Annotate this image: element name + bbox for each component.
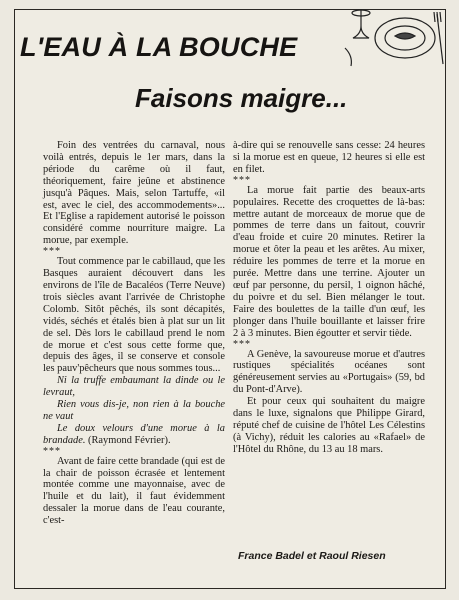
quote-author: (Raymond Février). (85, 434, 171, 446)
paragraph: Tout commence par le cabillaud, que les Basques auraient découvert dans les environs de l'île de Bacaléos (Terre Neuve) trois siècles avant l'arrivée de Christophe Colomb. Sitôt pêchés, ils sont décapités, vidés, séchés et étalés bien à plat sur un lit de sel. Dès lors le cabillaud prend le nom de morue et c'est sous cette forme que, depuis des âges, il se conserve et console les pauv'pêcheurs que nous sommes tous... (43, 256, 225, 375)
separator-stars: *** (233, 338, 251, 350)
quote-line: Rien vous dis-je, non rien à la bouche ne vaut (43, 399, 225, 422)
paragraph: Avant de faire cette brandade (qui est de la chair de poisson écrasée et lentement montée comme une mayonnaise, avec de l'huile et du lait), il faut évidemment dessaler la morue dans de l'eau courante, c'est- (43, 455, 225, 527)
quote-line: Ni la truffe embaumant la dinde ou le levraut, (43, 375, 225, 399)
separator-stars: *** (43, 445, 61, 457)
article-title: L'EAU À LA BOUCHE (20, 32, 298, 62)
paragraph: A Genève, la savoureuse morue et d'autres rustiques spécialités océanes sont généreusement servies au «Portugais» (59, bd du Pont-d'Arve). (233, 348, 425, 396)
author-signature: France Badel et Raoul Riesen (238, 550, 386, 562)
table-setting-illustration (343, 8, 453, 70)
paragraph: Foin des ventrées du carnaval, nous voilà entrés, depuis le 1er mars, dans la période du carême où il faut, théoriquement, faire jeûne et abstinence jusqu'à Pâques. Mais, selon Tartuffe, «il est, avec le ciel, des accommodements»... Et l'Eglise a rapidement autorisé le poisson considéré comme nourriture maigre. La morue, par exemple. (43, 140, 225, 247)
separator-stars: *** (43, 246, 61, 258)
separator-stars: *** (233, 174, 251, 186)
article-subtitle: Faisons maigre... (135, 83, 348, 113)
quote-text: Le doux velours d'une morue à la brandade. (43, 422, 225, 446)
text-column-left (43, 140, 225, 527)
paragraph: Et pour ceux qui souhaitent du maigre dans le luxe, signalons que Philippe Girard, réputé chef de cuisine de l'hôtel Les Célestins (à Vichy), réduit les calories au «Rafael» de l'Hôtel du Rhône, du 13 au 18 mars. (233, 396, 425, 455)
quote-line (43, 423, 225, 447)
text-column-right (233, 140, 425, 456)
paragraph: La morue fait partie des beaux-arts populaires. Recette des croquettes de là-bas: mettre autant de morceaux de morue que de pommes de terre dans un faitout, couvrir d'eau froide et cuire 20 minutes. Retirer la morue et ôter la peau et les arêtes. Au mixer, réduire les pommes de terre et la morue en purée. Mettre dans une terrine. Ajouter un œuf par personne, du persil, 1 oignon hâché, du poivre et du sel. Bien mélanger le tout. Faire des boulettes de la taille d'un œuf, les plonger dans l'huile bouillante et laisser frire 2 à 3 minutes. Bien égoutter et servir tiède. (233, 184, 425, 339)
paragraph: à-dire qui se renouvelle sans cesse: 24 heures si la morue est en queue, 12 heures si elle est en filet. (233, 140, 425, 175)
